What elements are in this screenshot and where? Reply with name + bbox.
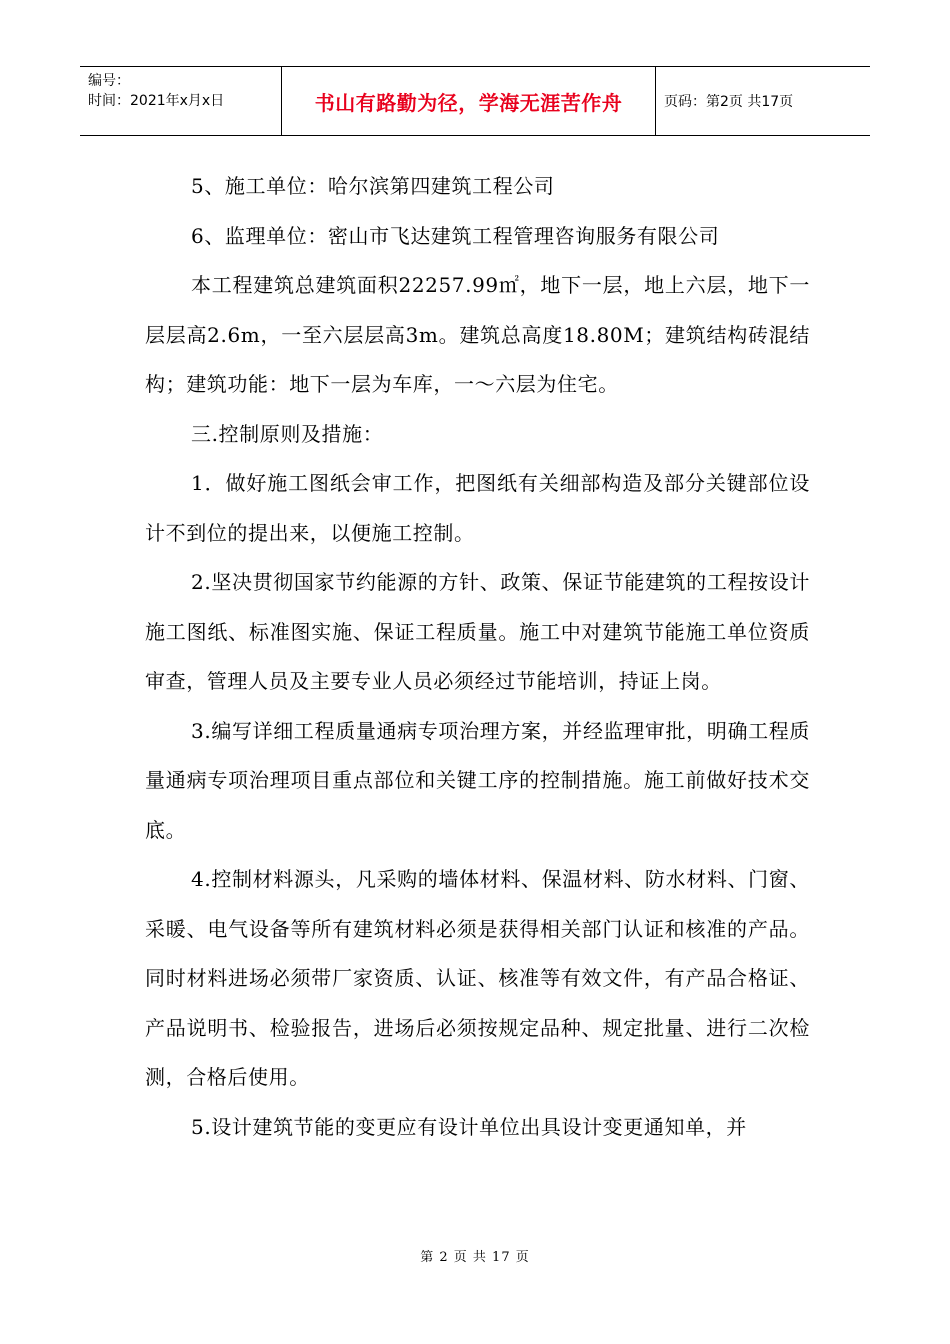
time-label: 时间：2021年x月x日 (88, 93, 225, 109)
paragraph-item-5: 5.设计建筑节能的变更应有设计单位出具设计变更通知单，并 (191, 1114, 747, 1139)
paragraph-project-overview: 本工程建筑总建筑面积22257.99㎡，地下一层，地上六层，地下一层层高2.6m，一至六层层高3m。建筑总高度18.80M；建筑结构砖混结构；建筑功能：地下一层为车库，一～六层为住宅。 (145, 273, 810, 396)
page-footer: 第 2 页 共 17 页 (420, 1250, 530, 1265)
paragraph-item-2: 2.坚决贯彻国家节约能源的方针、政策、保证节能建筑的工程按设计施工图纸、标准图实施、保证工程质量。施工中对建筑节能施工单位资质审查，管理人员及主要专业人员必须经过节能培训，持证上岗。 (145, 570, 810, 693)
paragraph-construction-unit: 5、施工单位：哈尔滨第四建筑工程公司 (191, 174, 555, 198)
header-motto: 书山有路勤为径，学海无涯苦作舟 (282, 67, 656, 135)
number-label: 编号： (88, 73, 130, 89)
header-page-label: 页码：第2页 共17页 (664, 94, 794, 110)
section-heading-control-principles: 三.控制原则及措施： (191, 421, 384, 446)
paragraph-item-3: 3.编写详细工程质量通病专项治理方案，并经监理审批，明确工程质量通病专项治理项目重点部位和关键工序的控制措施。施工前做好技术交底。 (145, 718, 810, 842)
paragraph-item-1: 1．做好施工图纸会审工作，把图纸有关细部构造及部分关键部位设计不到位的提出来，以便施工控制。 (145, 471, 810, 545)
document-body (145, 162, 810, 1152)
paragraph-item-4: 4.控制材料源头，凡采购的墙体材料、保温材料、防水材料、门窗、采暖、电气设备等所有建筑材料必须是获得相关部门认证和核准的产品。同时材料进场必须带厂家资质、认证、核准等有效文件，有产品合格证、产品说明书、检验报告，进场后必须按规定品种、规定批量、进行二次检测，合格后使用。 (145, 867, 810, 1089)
paragraph-supervision-unit: 6、监理单位：密山市飞达建筑工程管理咨询服务有限公司 (191, 223, 720, 248)
header-meta (80, 67, 282, 135)
page-header (80, 66, 870, 136)
